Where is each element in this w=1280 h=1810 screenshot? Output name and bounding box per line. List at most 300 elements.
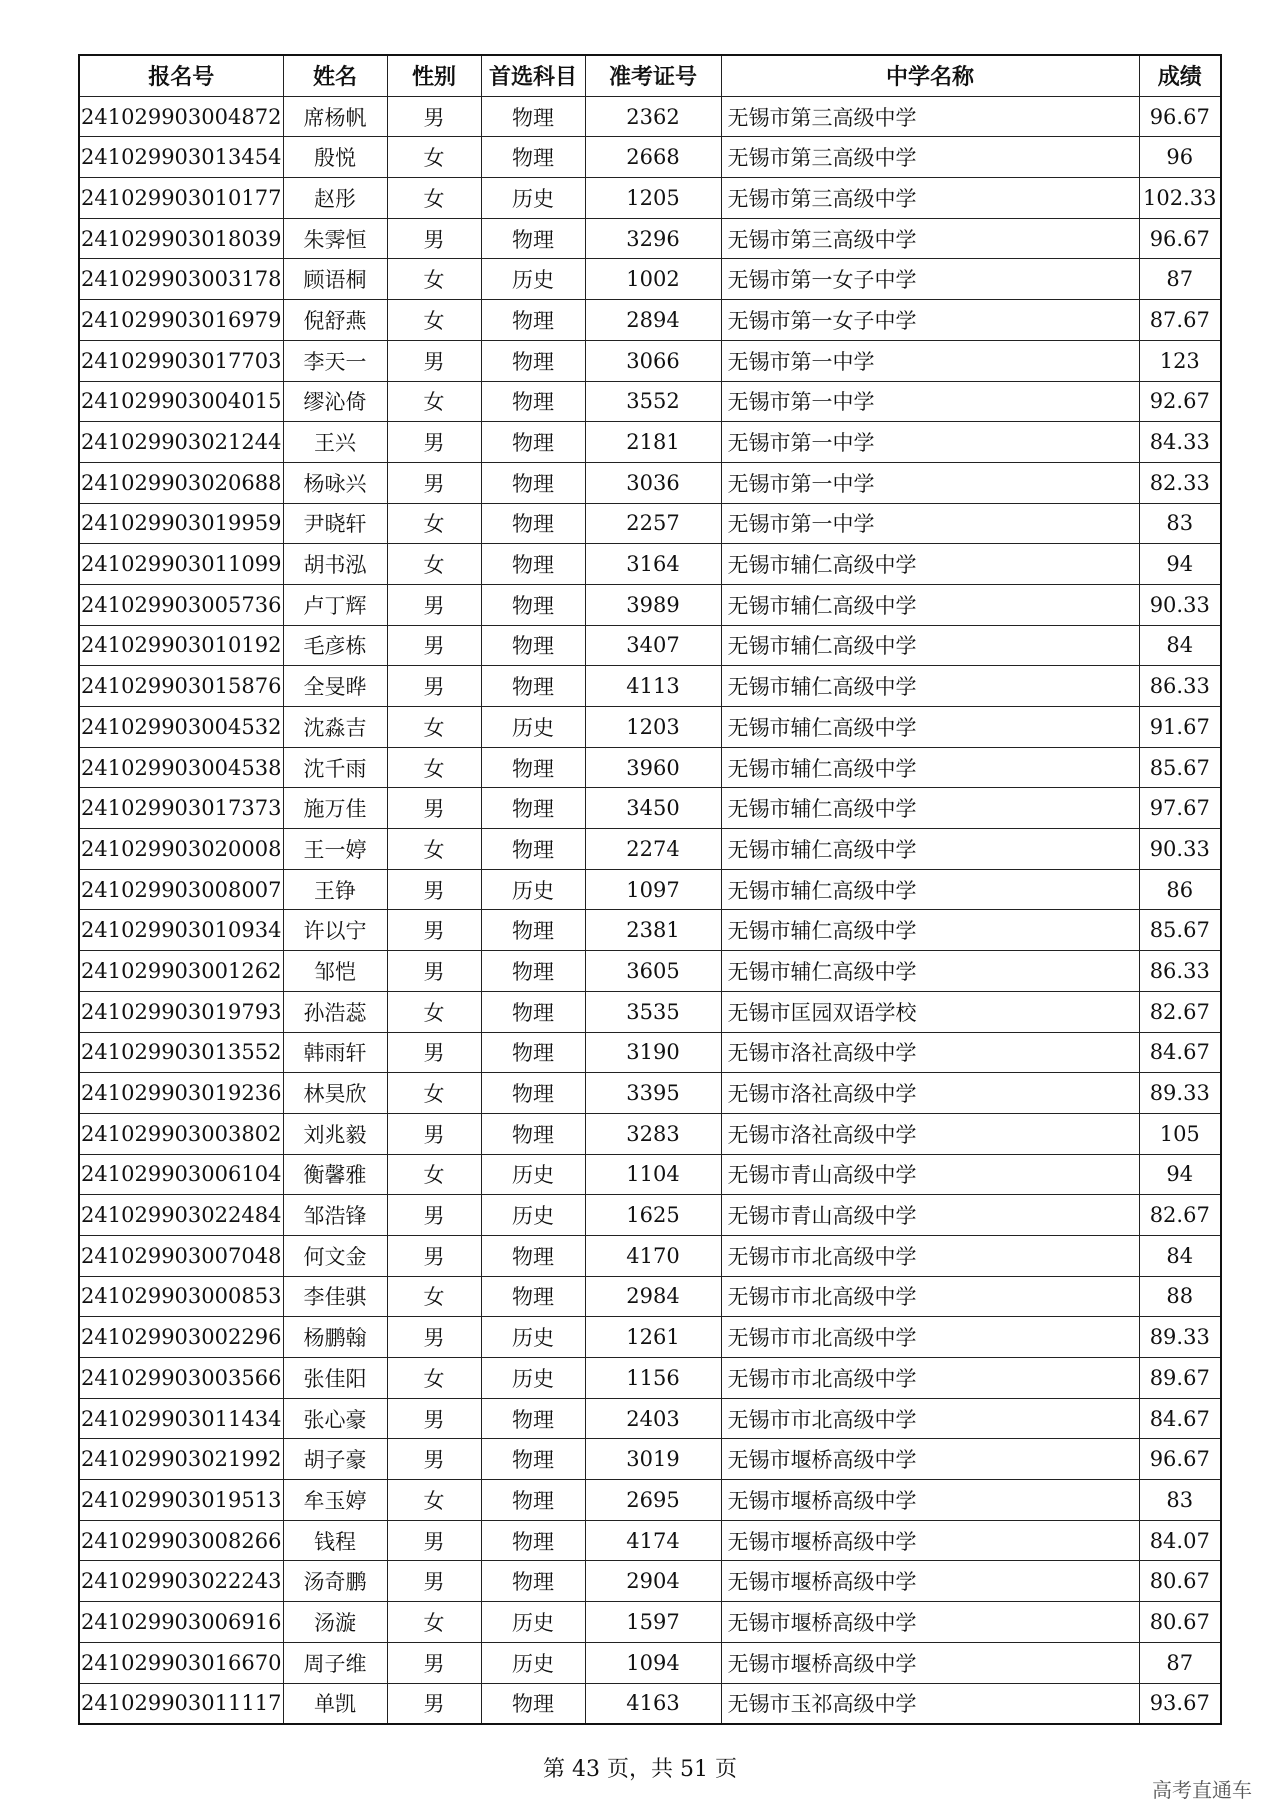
table-row	[79, 1561, 1221, 1602]
cell-subject: 物理	[481, 910, 585, 951]
cell-school: 无锡市辅仁高级中学	[721, 788, 1139, 829]
cell-gender: 女	[387, 1480, 481, 1521]
cell-subject: 历史	[481, 1358, 585, 1399]
cell-gender: 女	[387, 503, 481, 544]
cell-name: 张佳阳	[283, 1358, 387, 1399]
header-name: 姓名	[283, 55, 387, 96]
cell-registration-number: 241029903019513	[79, 1480, 283, 1521]
cell-score: 90.33	[1139, 829, 1221, 870]
cell-exam-number: 3283	[585, 1113, 721, 1154]
cell-school: 无锡市辅仁高级中学	[721, 625, 1139, 666]
table-header-row	[79, 55, 1221, 96]
cell-registration-number: 241029903019236	[79, 1073, 283, 1114]
cell-subject: 物理	[481, 1683, 585, 1724]
cell-gender: 男	[387, 625, 481, 666]
cell-exam-number: 2894	[585, 300, 721, 341]
cell-score: 85.67	[1139, 910, 1221, 951]
cell-school: 无锡市堰桥高级中学	[721, 1520, 1139, 1561]
table-row	[79, 788, 1221, 829]
table-row	[79, 1276, 1221, 1317]
cell-subject: 物理	[481, 747, 585, 788]
cell-name: 席杨帆	[283, 96, 387, 137]
cell-gender: 男	[387, 218, 481, 259]
cell-name: 毛彦栋	[283, 625, 387, 666]
page-number: 第 43 页，共 51 页	[543, 1757, 737, 1782]
cell-registration-number: 241029903002296	[79, 1317, 283, 1358]
cell-exam-number: 3066	[585, 340, 721, 381]
cell-score: 82.67	[1139, 991, 1221, 1032]
cell-school: 无锡市第三高级中学	[721, 137, 1139, 178]
table-row	[79, 96, 1221, 137]
cell-name: 尹晓轩	[283, 503, 387, 544]
cell-school: 无锡市堰桥高级中学	[721, 1439, 1139, 1480]
table-row	[79, 747, 1221, 788]
cell-score: 86	[1139, 869, 1221, 910]
cell-school: 无锡市辅仁高级中学	[721, 707, 1139, 748]
cell-exam-number: 2904	[585, 1561, 721, 1602]
cell-registration-number: 241029903003802	[79, 1113, 283, 1154]
cell-subject: 物理	[481, 1235, 585, 1276]
cell-score: 83	[1139, 1480, 1221, 1521]
cell-name: 倪舒燕	[283, 300, 387, 341]
cell-registration-number: 241029903021992	[79, 1439, 283, 1480]
cell-score: 90.33	[1139, 584, 1221, 625]
table-row	[79, 707, 1221, 748]
cell-exam-number: 3450	[585, 788, 721, 829]
cell-registration-number: 241029903015876	[79, 666, 283, 707]
table-row	[79, 991, 1221, 1032]
cell-school: 无锡市堰桥高级中学	[721, 1602, 1139, 1643]
cell-school: 无锡市第三高级中学	[721, 96, 1139, 137]
cell-registration-number: 241029903013552	[79, 1032, 283, 1073]
cell-score: 105	[1139, 1113, 1221, 1154]
cell-score: 102.33	[1139, 178, 1221, 219]
cell-registration-number: 241029903021244	[79, 422, 283, 463]
cell-gender: 女	[387, 137, 481, 178]
cell-exam-number: 1625	[585, 1195, 721, 1236]
cell-registration-number: 241029903005736	[79, 584, 283, 625]
cell-name: 李佳骐	[283, 1276, 387, 1317]
cell-registration-number: 241029903001262	[79, 951, 283, 992]
cell-exam-number: 2274	[585, 829, 721, 870]
table-row	[79, 1073, 1221, 1114]
cell-school: 无锡市第一中学	[721, 503, 1139, 544]
cell-school: 无锡市堰桥高级中学	[721, 1642, 1139, 1683]
cell-subject: 物理	[481, 1520, 585, 1561]
cell-name: 王一婷	[283, 829, 387, 870]
cell-score: 93.67	[1139, 1683, 1221, 1724]
cell-registration-number: 241029903008007	[79, 869, 283, 910]
cell-gender: 女	[387, 1154, 481, 1195]
cell-name: 全旻晔	[283, 666, 387, 707]
cell-school: 无锡市第一中学	[721, 381, 1139, 422]
cell-registration-number: 241029903017703	[79, 340, 283, 381]
cell-gender: 女	[387, 381, 481, 422]
cell-subject: 物理	[481, 462, 585, 503]
cell-exam-number: 1002	[585, 259, 721, 300]
cell-name: 顾语桐	[283, 259, 387, 300]
cell-exam-number: 3296	[585, 218, 721, 259]
cell-school: 无锡市市北高级中学	[721, 1398, 1139, 1439]
cell-gender: 男	[387, 1398, 481, 1439]
cell-score: 84.67	[1139, 1032, 1221, 1073]
cell-gender: 男	[387, 96, 481, 137]
cell-score: 96.67	[1139, 1439, 1221, 1480]
cell-name: 汤奇鹏	[283, 1561, 387, 1602]
cell-exam-number: 4113	[585, 666, 721, 707]
cell-registration-number: 241029903016670	[79, 1642, 283, 1683]
cell-gender: 女	[387, 178, 481, 219]
cell-exam-number: 2403	[585, 1398, 721, 1439]
cell-registration-number: 241029903016979	[79, 300, 283, 341]
cell-registration-number: 241029903022243	[79, 1561, 283, 1602]
cell-exam-number: 3960	[585, 747, 721, 788]
cell-gender: 男	[387, 1439, 481, 1480]
cell-school: 无锡市辅仁高级中学	[721, 544, 1139, 585]
cell-exam-number: 3395	[585, 1073, 721, 1114]
table-row	[79, 869, 1221, 910]
cell-exam-number: 4170	[585, 1235, 721, 1276]
cell-score: 82.33	[1139, 462, 1221, 503]
cell-name: 沈千雨	[283, 747, 387, 788]
cell-exam-number: 3190	[585, 1032, 721, 1073]
header-gender: 性别	[387, 55, 481, 96]
cell-school: 无锡市第三高级中学	[721, 178, 1139, 219]
cell-gender: 男	[387, 422, 481, 463]
cell-score: 92.67	[1139, 381, 1221, 422]
cell-registration-number: 241029903000853	[79, 1276, 283, 1317]
cell-exam-number: 3605	[585, 951, 721, 992]
cell-subject: 物理	[481, 1032, 585, 1073]
cell-registration-number: 241029903018039	[79, 218, 283, 259]
cell-name: 胡书泓	[283, 544, 387, 585]
cell-school: 无锡市辅仁高级中学	[721, 666, 1139, 707]
cell-subject: 物理	[481, 381, 585, 422]
cell-subject: 物理	[481, 340, 585, 381]
cell-registration-number: 241029903017373	[79, 788, 283, 829]
cell-gender: 男	[387, 666, 481, 707]
cell-school: 无锡市堰桥高级中学	[721, 1480, 1139, 1521]
cell-school: 无锡市辅仁高级中学	[721, 829, 1139, 870]
cell-score: 84.07	[1139, 1520, 1221, 1561]
cell-school: 无锡市辅仁高级中学	[721, 910, 1139, 951]
cell-exam-number: 1094	[585, 1642, 721, 1683]
cell-registration-number: 241029903010192	[79, 625, 283, 666]
cell-registration-number: 241029903004015	[79, 381, 283, 422]
cell-gender: 男	[387, 1235, 481, 1276]
cell-gender: 男	[387, 1032, 481, 1073]
table-row	[79, 1480, 1221, 1521]
cell-score: 86.33	[1139, 951, 1221, 992]
table-row	[79, 1235, 1221, 1276]
cell-name: 缪沁倚	[283, 381, 387, 422]
cell-subject: 物理	[481, 503, 585, 544]
cell-score: 87	[1139, 259, 1221, 300]
cell-exam-number: 1156	[585, 1358, 721, 1399]
cell-name: 卢丁辉	[283, 584, 387, 625]
cell-subject: 物理	[481, 96, 585, 137]
cell-school: 无锡市市北高级中学	[721, 1358, 1139, 1399]
table-body	[79, 96, 1221, 1724]
cell-score: 89.33	[1139, 1317, 1221, 1358]
cell-name: 杨鹏翰	[283, 1317, 387, 1358]
cell-name: 孙浩蕊	[283, 991, 387, 1032]
cell-school: 无锡市辅仁高级中学	[721, 951, 1139, 992]
cell-gender: 女	[387, 259, 481, 300]
cell-gender: 男	[387, 1642, 481, 1683]
cell-score: 80.67	[1139, 1602, 1221, 1643]
cell-registration-number: 241029903003566	[79, 1358, 283, 1399]
cell-school: 无锡市堰桥高级中学	[721, 1561, 1139, 1602]
cell-subject: 物理	[481, 218, 585, 259]
cell-subject: 物理	[481, 1480, 585, 1521]
cell-gender: 女	[387, 1602, 481, 1643]
table-row	[79, 503, 1221, 544]
table-row	[79, 1113, 1221, 1154]
cell-subject: 历史	[481, 1642, 585, 1683]
cell-school: 无锡市辅仁高级中学	[721, 747, 1139, 788]
cell-name: 钱程	[283, 1520, 387, 1561]
cell-name: 邹恺	[283, 951, 387, 992]
cell-name: 张心豪	[283, 1398, 387, 1439]
cell-registration-number: 241029903004872	[79, 96, 283, 137]
table-row	[79, 544, 1221, 585]
header-score: 成绩	[1139, 55, 1221, 96]
cell-name: 王兴	[283, 422, 387, 463]
cell-score: 89.67	[1139, 1358, 1221, 1399]
cell-score: 84	[1139, 625, 1221, 666]
table-row	[79, 910, 1221, 951]
cell-name: 殷悦	[283, 137, 387, 178]
cell-exam-number: 4174	[585, 1520, 721, 1561]
table-row	[79, 951, 1221, 992]
cell-school: 无锡市第一女子中学	[721, 259, 1139, 300]
cell-subject: 物理	[481, 544, 585, 585]
cell-subject: 物理	[481, 1073, 585, 1114]
table-row	[79, 462, 1221, 503]
cell-name: 王铮	[283, 869, 387, 910]
cell-exam-number: 3036	[585, 462, 721, 503]
cell-school: 无锡市洛社高级中学	[721, 1073, 1139, 1114]
cell-school: 无锡市第一女子中学	[721, 300, 1139, 341]
table-row	[79, 1520, 1221, 1561]
cell-name: 邹浩锋	[283, 1195, 387, 1236]
cell-exam-number: 1097	[585, 869, 721, 910]
cell-school: 无锡市青山高级中学	[721, 1195, 1139, 1236]
cell-gender: 男	[387, 1317, 481, 1358]
cell-gender: 女	[387, 829, 481, 870]
cell-name: 何文金	[283, 1235, 387, 1276]
cell-exam-number: 1203	[585, 707, 721, 748]
table-row	[79, 218, 1221, 259]
cell-score: 88	[1139, 1276, 1221, 1317]
table-row	[79, 584, 1221, 625]
cell-registration-number: 241029903013454	[79, 137, 283, 178]
cell-exam-number: 3552	[585, 381, 721, 422]
cell-subject: 物理	[481, 951, 585, 992]
cell-registration-number: 241029903022484	[79, 1195, 283, 1236]
cell-subject: 物理	[481, 829, 585, 870]
cell-subject: 物理	[481, 1561, 585, 1602]
cell-exam-number: 1261	[585, 1317, 721, 1358]
cell-score: 80.67	[1139, 1561, 1221, 1602]
cell-subject: 历史	[481, 178, 585, 219]
cell-gender: 男	[387, 462, 481, 503]
cell-school: 无锡市第一中学	[721, 422, 1139, 463]
cell-name: 许以宁	[283, 910, 387, 951]
cell-score: 123	[1139, 340, 1221, 381]
cell-registration-number: 241029903006104	[79, 1154, 283, 1195]
cell-registration-number: 241029903019959	[79, 503, 283, 544]
cell-school: 无锡市第一中学	[721, 462, 1139, 503]
cell-score: 91.67	[1139, 707, 1221, 748]
cell-gender: 男	[387, 584, 481, 625]
cell-score: 84.33	[1139, 422, 1221, 463]
cell-name: 施万佳	[283, 788, 387, 829]
cell-score: 85.67	[1139, 747, 1221, 788]
cell-name: 沈淼吉	[283, 707, 387, 748]
cell-gender: 男	[387, 1561, 481, 1602]
cell-subject: 物理	[481, 137, 585, 178]
cell-name: 汤漩	[283, 1602, 387, 1643]
table-row	[79, 829, 1221, 870]
header-registration-number: 报名号	[79, 55, 283, 96]
cell-registration-number: 241029903011434	[79, 1398, 283, 1439]
table-row	[79, 340, 1221, 381]
cell-name: 林昊欣	[283, 1073, 387, 1114]
cell-name: 刘兆毅	[283, 1113, 387, 1154]
cell-school: 无锡市第三高级中学	[721, 218, 1139, 259]
cell-registration-number: 241029903020008	[79, 829, 283, 870]
cell-exam-number: 2381	[585, 910, 721, 951]
cell-school: 无锡市辅仁高级中学	[721, 584, 1139, 625]
cell-gender: 男	[387, 1113, 481, 1154]
cell-subject: 物理	[481, 1398, 585, 1439]
cell-subject: 历史	[481, 1195, 585, 1236]
cell-gender: 女	[387, 1276, 481, 1317]
cell-subject: 历史	[481, 1154, 585, 1195]
cell-gender: 女	[387, 747, 481, 788]
table-row	[79, 1439, 1221, 1480]
table-row	[79, 1398, 1221, 1439]
cell-gender: 男	[387, 951, 481, 992]
cell-subject: 物理	[481, 625, 585, 666]
cell-name: 周子维	[283, 1642, 387, 1683]
cell-gender: 男	[387, 910, 481, 951]
table-row	[79, 1642, 1221, 1683]
cell-exam-number: 2695	[585, 1480, 721, 1521]
cell-gender: 男	[387, 1195, 481, 1236]
cell-name: 赵彤	[283, 178, 387, 219]
cell-score: 84.67	[1139, 1398, 1221, 1439]
table-row	[79, 137, 1221, 178]
header-school: 中学名称	[721, 55, 1139, 96]
table-row	[79, 1683, 1221, 1724]
cell-subject: 物理	[481, 1113, 585, 1154]
cell-exam-number: 3407	[585, 625, 721, 666]
cell-score: 96	[1139, 137, 1221, 178]
cell-registration-number: 241029903007048	[79, 1235, 283, 1276]
cell-score: 86.33	[1139, 666, 1221, 707]
cell-name: 杨咏兴	[283, 462, 387, 503]
cell-score: 89.33	[1139, 1073, 1221, 1114]
cell-gender: 男	[387, 869, 481, 910]
cell-subject: 历史	[481, 1317, 585, 1358]
cell-school: 无锡市市北高级中学	[721, 1276, 1139, 1317]
cell-subject: 物理	[481, 666, 585, 707]
cell-score: 94	[1139, 1154, 1221, 1195]
cell-school: 无锡市市北高级中学	[721, 1235, 1139, 1276]
table-row	[79, 178, 1221, 219]
cell-score: 96.67	[1139, 218, 1221, 259]
cell-registration-number: 241029903011099	[79, 544, 283, 585]
cell-score: 96.67	[1139, 96, 1221, 137]
cell-gender: 女	[387, 1358, 481, 1399]
cell-gender: 男	[387, 1520, 481, 1561]
header-subject: 首选科目	[481, 55, 585, 96]
cell-name: 衡馨雅	[283, 1154, 387, 1195]
cell-exam-number: 4163	[585, 1683, 721, 1724]
cell-name: 李天一	[283, 340, 387, 381]
cell-score: 83	[1139, 503, 1221, 544]
cell-gender: 女	[387, 300, 481, 341]
cell-gender: 女	[387, 1073, 481, 1114]
cell-subject: 物理	[481, 584, 585, 625]
cell-name: 韩雨轩	[283, 1032, 387, 1073]
cell-registration-number: 241029903008266	[79, 1520, 283, 1561]
cell-school: 无锡市洛社高级中学	[721, 1032, 1139, 1073]
cell-subject: 历史	[481, 1602, 585, 1643]
cell-score: 87.67	[1139, 300, 1221, 341]
cell-score: 97.67	[1139, 788, 1221, 829]
table-row	[79, 381, 1221, 422]
cell-exam-number: 1104	[585, 1154, 721, 1195]
cell-exam-number: 1205	[585, 178, 721, 219]
cell-subject: 物理	[481, 991, 585, 1032]
table-row	[79, 1195, 1221, 1236]
watermark: 高考直通车	[1152, 1778, 1252, 1802]
table-row	[79, 1602, 1221, 1643]
cell-score: 82.67	[1139, 1195, 1221, 1236]
cell-exam-number: 2984	[585, 1276, 721, 1317]
cell-name: 牟玉婷	[283, 1480, 387, 1521]
cell-school: 无锡市市北高级中学	[721, 1317, 1139, 1358]
cell-subject: 物理	[481, 300, 585, 341]
score-table	[78, 54, 1222, 1725]
cell-registration-number: 241029903003178	[79, 259, 283, 300]
table-row	[79, 666, 1221, 707]
cell-name: 胡子豪	[283, 1439, 387, 1480]
cell-name: 单凯	[283, 1683, 387, 1724]
cell-subject: 历史	[481, 259, 585, 300]
cell-exam-number: 3164	[585, 544, 721, 585]
cell-exam-number: 3535	[585, 991, 721, 1032]
cell-exam-number: 2362	[585, 96, 721, 137]
cell-registration-number: 241029903019793	[79, 991, 283, 1032]
cell-gender: 女	[387, 707, 481, 748]
cell-score: 84	[1139, 1235, 1221, 1276]
cell-score: 94	[1139, 544, 1221, 585]
table-row	[79, 1154, 1221, 1195]
table-row	[79, 422, 1221, 463]
table-row	[79, 1317, 1221, 1358]
table-row	[79, 1358, 1221, 1399]
table-row	[79, 300, 1221, 341]
table-row	[79, 625, 1221, 666]
cell-registration-number: 241029903011117	[79, 1683, 283, 1724]
cell-subject: 物理	[481, 1439, 585, 1480]
cell-gender: 男	[387, 788, 481, 829]
